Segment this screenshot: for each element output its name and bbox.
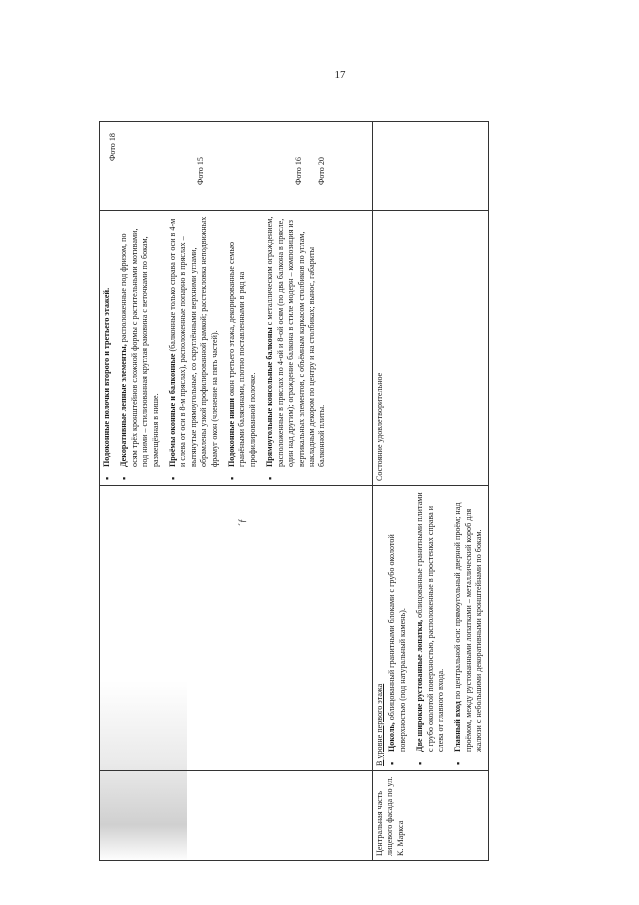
feature-text: по центральной оси: прямоугольный дверной проём; над проёмом, между рустованными лопатками – металлический короб для жалюзи с небольшими декоративными кронштейнами по бокам. [453,502,484,752]
scan-mark: ´ƒ [237,518,247,526]
row2-feature-list [387,491,484,766]
feature-heading: Главный вход [453,701,463,752]
feature-text: расположенные под фризом, по осям трёх кронштейнов сложной формы с растительными мотивами, под ними – стилизованная круглая раковина с веточками по бокам, размещённая в нише. [119,228,160,467]
row2-condition [372,211,489,486]
subheading: В уровне первого этажа [375,683,384,766]
photo-ref: Фото 20 [317,157,326,185]
feature-text: окон третьего этажа, декорированные семью гранёными балясинами, плотно поставленными в ряд на профилированной полочке. [227,241,257,467]
feature-item [387,491,408,766]
rotated-table [99,121,489,861]
feature-text: облицованные гранитными плитами с грубо околотой поверхностью, расположенные в простенках справа и слева от главного входа. [415,492,446,752]
feature-text: облицованный гранитными блоками с грубо околотой поверхностью (под натуральный камень). [387,534,407,752]
feature-item [265,216,327,481]
feature-heading: Две широкие рустованные лопатки, [415,619,425,752]
row2-title [372,771,489,861]
row2-features [372,486,489,771]
feature-item [453,491,484,766]
row1-feature-list [102,216,328,481]
page-number: 17 [334,69,346,81]
feature-heading: Цоколь, [387,722,397,752]
feature-heading: Проёмы оконные и балконные [168,353,178,467]
feature-heading: Прямоугольные консольные балконы [265,327,275,467]
photo-ref: Фото 18 [108,133,117,161]
feature-item [168,216,220,481]
row1-features [99,211,372,486]
feature-text: (балконные только справа от оси в 4-м и слева от оси в 8-м пряслах), расположенные попарно в пряслах – вытянутые прямоугольные, со скруглёнными верхними углами, обрамлены узкой профилированной рамкой; расстекловка неподвижных фрамуг окон (членение на пять частей). [168,216,219,467]
condition-text: Состояние удовлетворительное [375,372,384,481]
feature-item [415,491,446,766]
feature-item [102,216,112,481]
feature-text: с металлическим ограждением, расположенные в пряслах по 4-ой и 8-ой осям (по два балкона в прясле, один над другим); ограждение балкона в стиле модерн – композиция из вертикальных элементов, с объёмным каркасом столбиков по углам, накладным декором по центру и на столбиках; вынос, габариты балконной плиты. [265,216,327,467]
feature-heading: Декоративные лепные элементы, [119,344,129,467]
feature-heading: Подоконные полочки второго и третьего этажей. [102,287,111,467]
row2-title-text: Центральная часть лицевого фасада по ул. К. Маркса [375,776,405,856]
photo-ref: Фото 16 [294,157,303,185]
photo-ref: Фото 15 [196,157,205,185]
feature-item [119,216,161,481]
feature-heading: Подоконные ниши [227,398,237,467]
feature-item [227,216,258,481]
